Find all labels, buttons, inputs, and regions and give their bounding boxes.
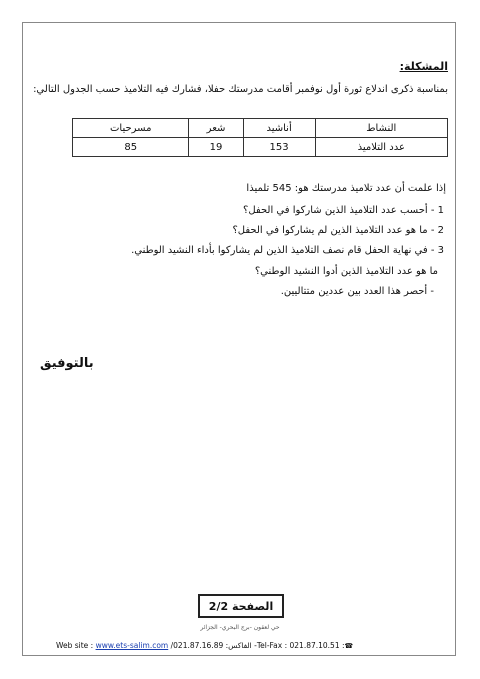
activities-table — [72, 118, 448, 157]
problem-heading: المشكلة: — [399, 60, 448, 73]
question-3: 3 - في نهاية الحفل قام نصف التلاميذ الذين لم يشاركوا بأداء النشيد الوطني. — [131, 245, 444, 256]
footer-contact — [56, 641, 353, 650]
table-header-cell: النشاط — [315, 119, 447, 138]
questions-intro: إذا علمت أن عدد تلاميذ مدرستك هو: 545 تلميذا — [246, 183, 446, 194]
website-link[interactable]: www.ets-salim.com — [95, 641, 169, 650]
table-header-cell: شعر — [189, 119, 243, 138]
question-2: 2 - ما هو عدد التلاميذ الذين لم يشاركوا في الحفل؟ — [232, 225, 444, 236]
page-number-label: الصفحة 2/2 — [208, 599, 274, 613]
school-address: حي لعقون -برج البحري- الجزائر — [200, 624, 280, 631]
question-3-sub-a: ما هو عدد التلاميذ الذين أدوا النشيد الوطني؟ — [254, 266, 438, 277]
footer-web-label: Web site : — [56, 641, 96, 650]
table-header-cell: أناشيد — [243, 119, 315, 138]
table-cell: 153 — [243, 138, 315, 157]
table-cell: 85 — [73, 138, 189, 157]
question-1: 1 - أحسب عدد التلاميذ الذين شاركوا في الحفل؟ — [243, 205, 444, 216]
table-cell: عدد التلاميذ — [315, 138, 447, 157]
phone-icon: ☎ — [344, 642, 354, 650]
footer-fax-text: /021.87.16.89 :الفاكس -Tel-Fax : 021.87.10.51 : — [168, 641, 345, 650]
table-cell: 19 — [189, 138, 243, 157]
table-header-cell: مسرحيات — [73, 119, 189, 138]
page-number-box — [198, 594, 284, 618]
closing-wish: بالتوفيق — [40, 356, 94, 371]
table-header-row — [73, 119, 448, 138]
problem-intro: بمناسبة ذكرى اندلاع ثورة أول نوفمبر أقامت مدرستك حفلا، فشارك فيه التلاميذ حسب الجدول التالي: — [33, 84, 448, 95]
table-row — [73, 138, 448, 157]
question-3-sub-b: - أحصر هذا العدد بين عددين متتاليين. — [280, 286, 434, 297]
